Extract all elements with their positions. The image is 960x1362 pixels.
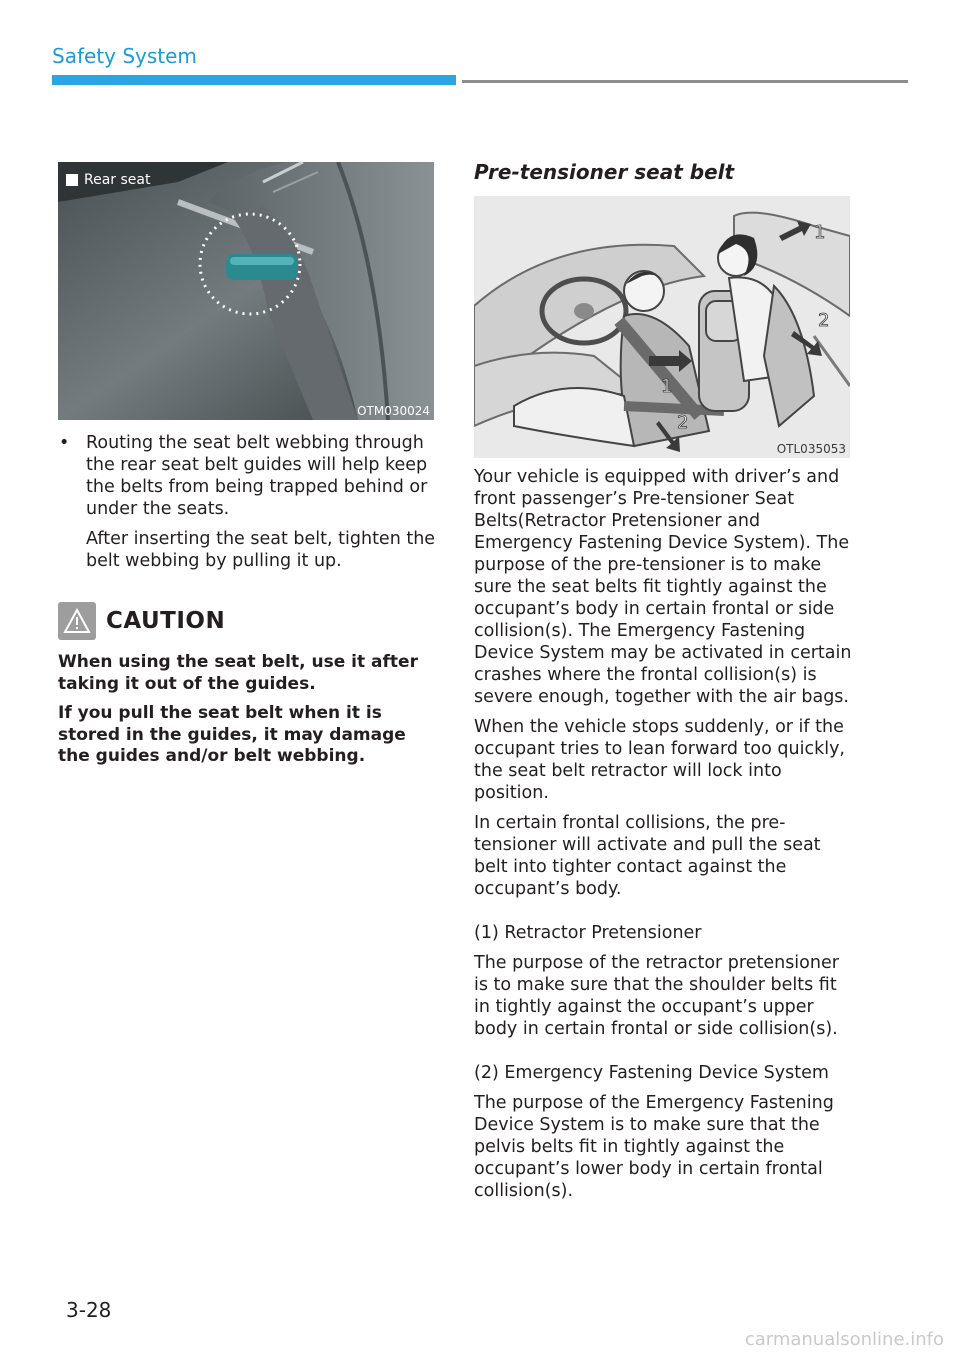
callout-label-1-driver: 1 bbox=[661, 376, 673, 397]
square-bullet-icon bbox=[66, 174, 78, 186]
header-rule bbox=[462, 80, 908, 83]
subheading-retractor: (1) Retractor Pretensioner bbox=[474, 923, 702, 943]
pretensioner-illustration-graphic bbox=[474, 196, 850, 458]
watermark: carmanualsonline.info bbox=[744, 1329, 944, 1350]
pretensioner-body bbox=[474, 466, 854, 1202]
page-number: 3-28 bbox=[66, 1298, 112, 1322]
photo-tag-label: Rear seat bbox=[84, 172, 151, 188]
callout-label-2-driver: 2 bbox=[677, 412, 689, 433]
emergency-fastening-text: The purpose of the Emergency Fastening Device System is to make sure that the pelvis belts fit in tightly against the occupant’s lower body in certain frontal collision(s). bbox=[474, 1093, 834, 1201]
bullet-list bbox=[58, 432, 438, 580]
left-column bbox=[58, 162, 438, 776]
bullet-icon: • bbox=[59, 433, 70, 453]
image-code: OTL035053 bbox=[776, 442, 846, 456]
caution-title: CAUTION bbox=[106, 608, 226, 634]
retractor-text: The purpose of the retractor pretensioner is to make sure that the shoulder belts fit in tightly against the occupant’s upper body in certain frontal or side collision(s). bbox=[474, 953, 839, 1039]
photo-tag bbox=[66, 172, 150, 188]
body-paragraph-3: In certain frontal collisions, the pre-tensioner will activate and pull the seat belt into tighter contact against the occupant’s body. bbox=[474, 813, 821, 899]
caution-paragraph-2: If you pull the seat belt when it is stored in the guides, it may damage the guides and/or belt webbing. bbox=[58, 703, 406, 766]
caution-box bbox=[58, 602, 438, 768]
image-code: OTM030024 bbox=[357, 404, 430, 418]
bullet-paragraph-2: After inserting the seat belt, tighten the belt webbing by pulling it up. bbox=[86, 529, 436, 571]
right-column bbox=[474, 160, 854, 1210]
section-title: Safety System bbox=[52, 44, 197, 68]
pretensioner-illustration bbox=[474, 196, 850, 458]
callout-label-1-passenger: 1 bbox=[814, 222, 826, 243]
callout-label-2-passenger: 2 bbox=[818, 310, 830, 331]
bullet-paragraph-1: Routing the seat belt webbing through the rear seat belt guides will help keep the belts from being trapped behind or under the seats. bbox=[86, 433, 428, 519]
rear-seat-photo-graphic bbox=[58, 162, 434, 420]
body-paragraph-1: Your vehicle is equipped with driver’s and front passenger’s Pre-tensioner Seat Belts(Retractor Pretensioner and Emergency Fastening Device System). The purpose of the pre-tensioner is to make sure the seat belts fit tightly against the occupant’s body in certain frontal or side collision(s). The Emergency Fastening Device System may be activated in certain crashes where the frontal collision(s) is severe enough, together with the air bags. bbox=[474, 467, 852, 707]
caution-paragraph-1: When using the seat belt, use it after taking it out of the guides. bbox=[58, 652, 418, 694]
body-paragraph-2: When the vehicle stops suddenly, or if the occupant tries to lean forward too quickly, the seat belt retractor will lock into position. bbox=[474, 717, 845, 803]
list-item bbox=[58, 432, 438, 580]
warning-triangle-icon bbox=[58, 602, 96, 640]
subheading-emergency-fastening: (2) Emergency Fastening Device System bbox=[474, 1063, 829, 1083]
pretensioner-heading: Pre-tensioner seat belt bbox=[474, 160, 735, 184]
header-accent-bar bbox=[52, 75, 456, 85]
rear-seat-belt-guide-photo bbox=[58, 162, 434, 420]
